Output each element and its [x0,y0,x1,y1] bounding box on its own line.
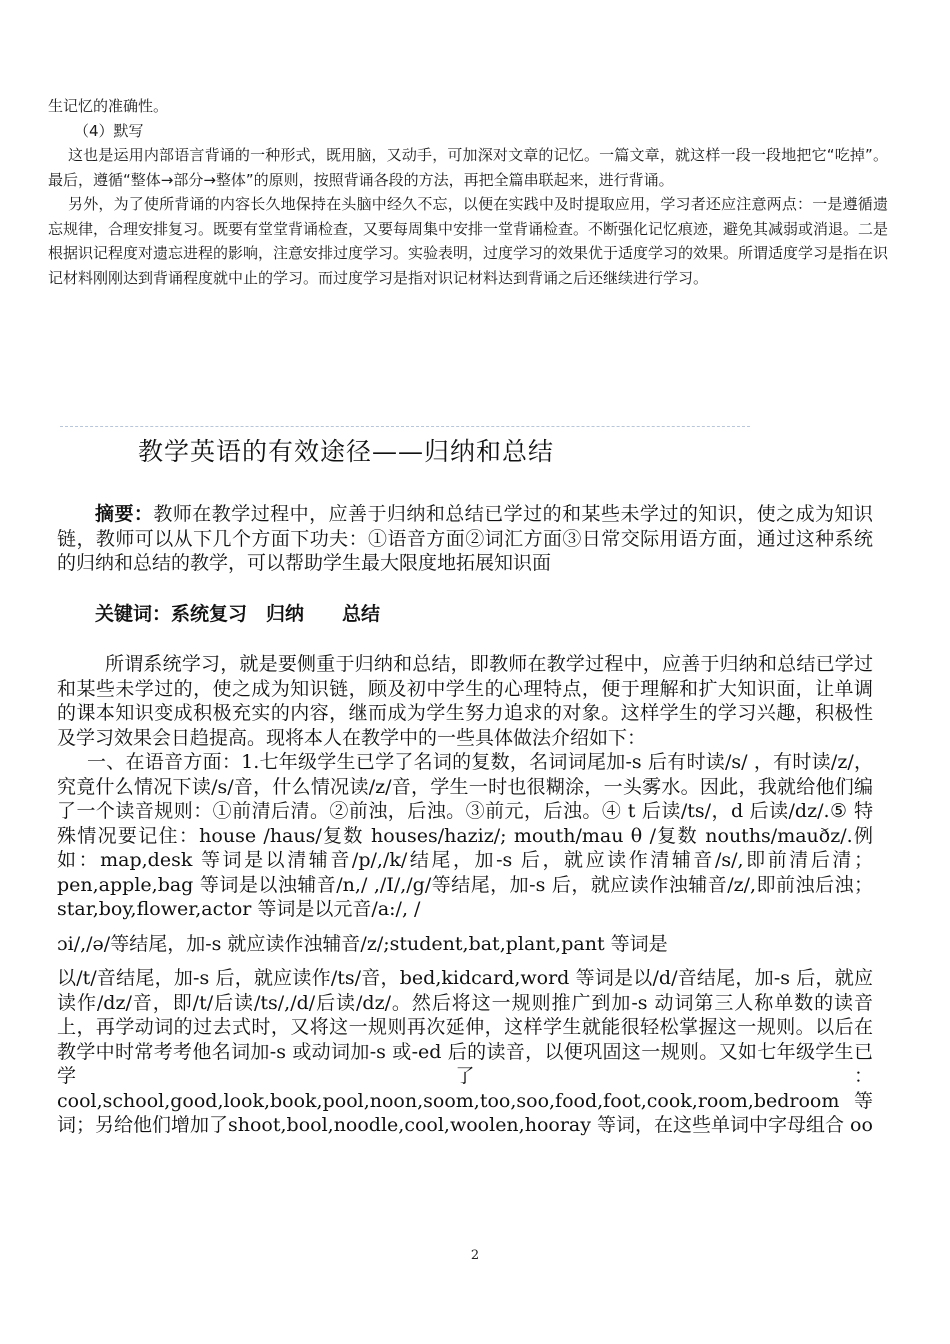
article-body [57,652,873,1138]
top-section [48,94,888,290]
abstract [57,502,873,576]
page-number: 2 [470,1248,480,1263]
section-divider [60,426,750,427]
paragraph-continuation: 生记忆的准确性。 [48,97,169,115]
paragraph: 一、在语音方面：1.七年级学生已学了名词的复数，名词词尾加-s 后有时读/s/ ，有时读/z/，究竟什么情况下读/s/音，什么情况读/z/音，学生一时也很糊涂，一头雾水。因此，我就给他们编了一个读音规则：①前清后清。②前浊，后浊。③前元，后浊。④ t 后读/ts/，d 后读/dz/.⑤ 特殊情况要记住：house /haus/复数 houses/haziz/; mouth/mau θ /复数 nouths/mauðz/.例如：map,desk 等词是以清辅音/p/,/k/结尾，加-s 后，就应读作清辅音/s/,即前清后清；pen,apple,bag 等词是以浊辅音/n,/ ,/I/,/g/等结尾，加-s 后，就应读作浊辅音/z/,即前浊后浊；star,boy,flower,actor 等词是以元音/a:/, / [57,751,873,920]
paragraph-line: ɔi/,/ə/等结尾，加-s 就应读作浊辅音/z/;student,bat,plant,pant 等词是 [57,932,668,955]
abstract-label: 摘要： [95,503,154,525]
abstract-text: 教师在教学过程中，应善于归纳和总结已学过的和某些未学过的知识，使之成为知识链，教师可以从下几个方面下功夫：①语音方面②词汇方面③日常交际用语方面，通过这种系统的归纳和总结的教学，可以帮助学生最大限度地拓展知识面 [57,503,873,574]
article-title: 教学英语的有效途径——归纳和总结 [138,437,555,466]
paragraph-continuation: 以/t/音结尾，加-s 后，就应读作/ts/音，bed,kidcard,word 等词是以/d/音结尾，加-s 后，就应读作/dz/音，即/t/后读/ts/,/d/后读/dz/。然后将这一规则推广到加-s 动词第三人称单数的读音上，再学动词的过去式时，又将这一规则再次延伸，这样学生就能很轻松掌握这一规则。以后在教学中时常考考他名词加-s 或动词加-s 或-ed 后的读音，以便巩固这一规则。又如七年级学生已学了：cool,school,good,look,book,pool,noon,soom,too,soo,food,foot,cook,room,bedroom 等词；另给他们增加了shoot,bool,noodle,cool,woolen,hooray 等词，在这些单词中字母组合 oo [57,967,873,1136]
paragraph: 这也是运用内部语言背诵的一种形式，既用脑，又动手，可加深对文章的记忆。一篇文章，就这样一段一段地把它“吃掉”。最后，遵循“整体→部分→整体”的原则，按照背诵各段的方法，再把全篇串联起来，进行背诵。 [48,146,888,189]
paragraph: 所谓系统学习，就是要侧重于归纳和总结，即教师在教学过程中，应善于归纳和总结已学过和某些未学过的，使之成为知识链，顾及初中学生的心理特点，便于理解和扩大知识面，让单调的课本知识变成积极充实的内容，继而成为学生努力追求的对象。这样学生的学习兴趣，积极性及学习效果会日趋提高。现将本人在教学中的一些具体做法介绍如下： [57,653,873,749]
keywords: 关键词：系统复习 归纳 总结 [95,603,381,625]
section-heading: （4）默写 [74,121,144,140]
paragraph: 另外，为了使所背诵的内容长久地保持在头脑中经久不忘，以便在实践中及时提取应用，学习者还应注意两点：一是遵循遗忘规律，合理安排复习。既要有堂堂背诵检查，又要每周集中安排一堂背诵检查。不断强化记忆痕迹，避免其减弱或消退。二是根据识记程度对遗忘进程的影响，注意安排过度学习。实验表明，过度学习的效果优于适度学习的效果。所谓适度学习是指在识记材料刚刚达到背诵程度就中止的学习。而过度学习是指对识记材料达到背诵之后还继续进行学习。 [48,195,889,287]
